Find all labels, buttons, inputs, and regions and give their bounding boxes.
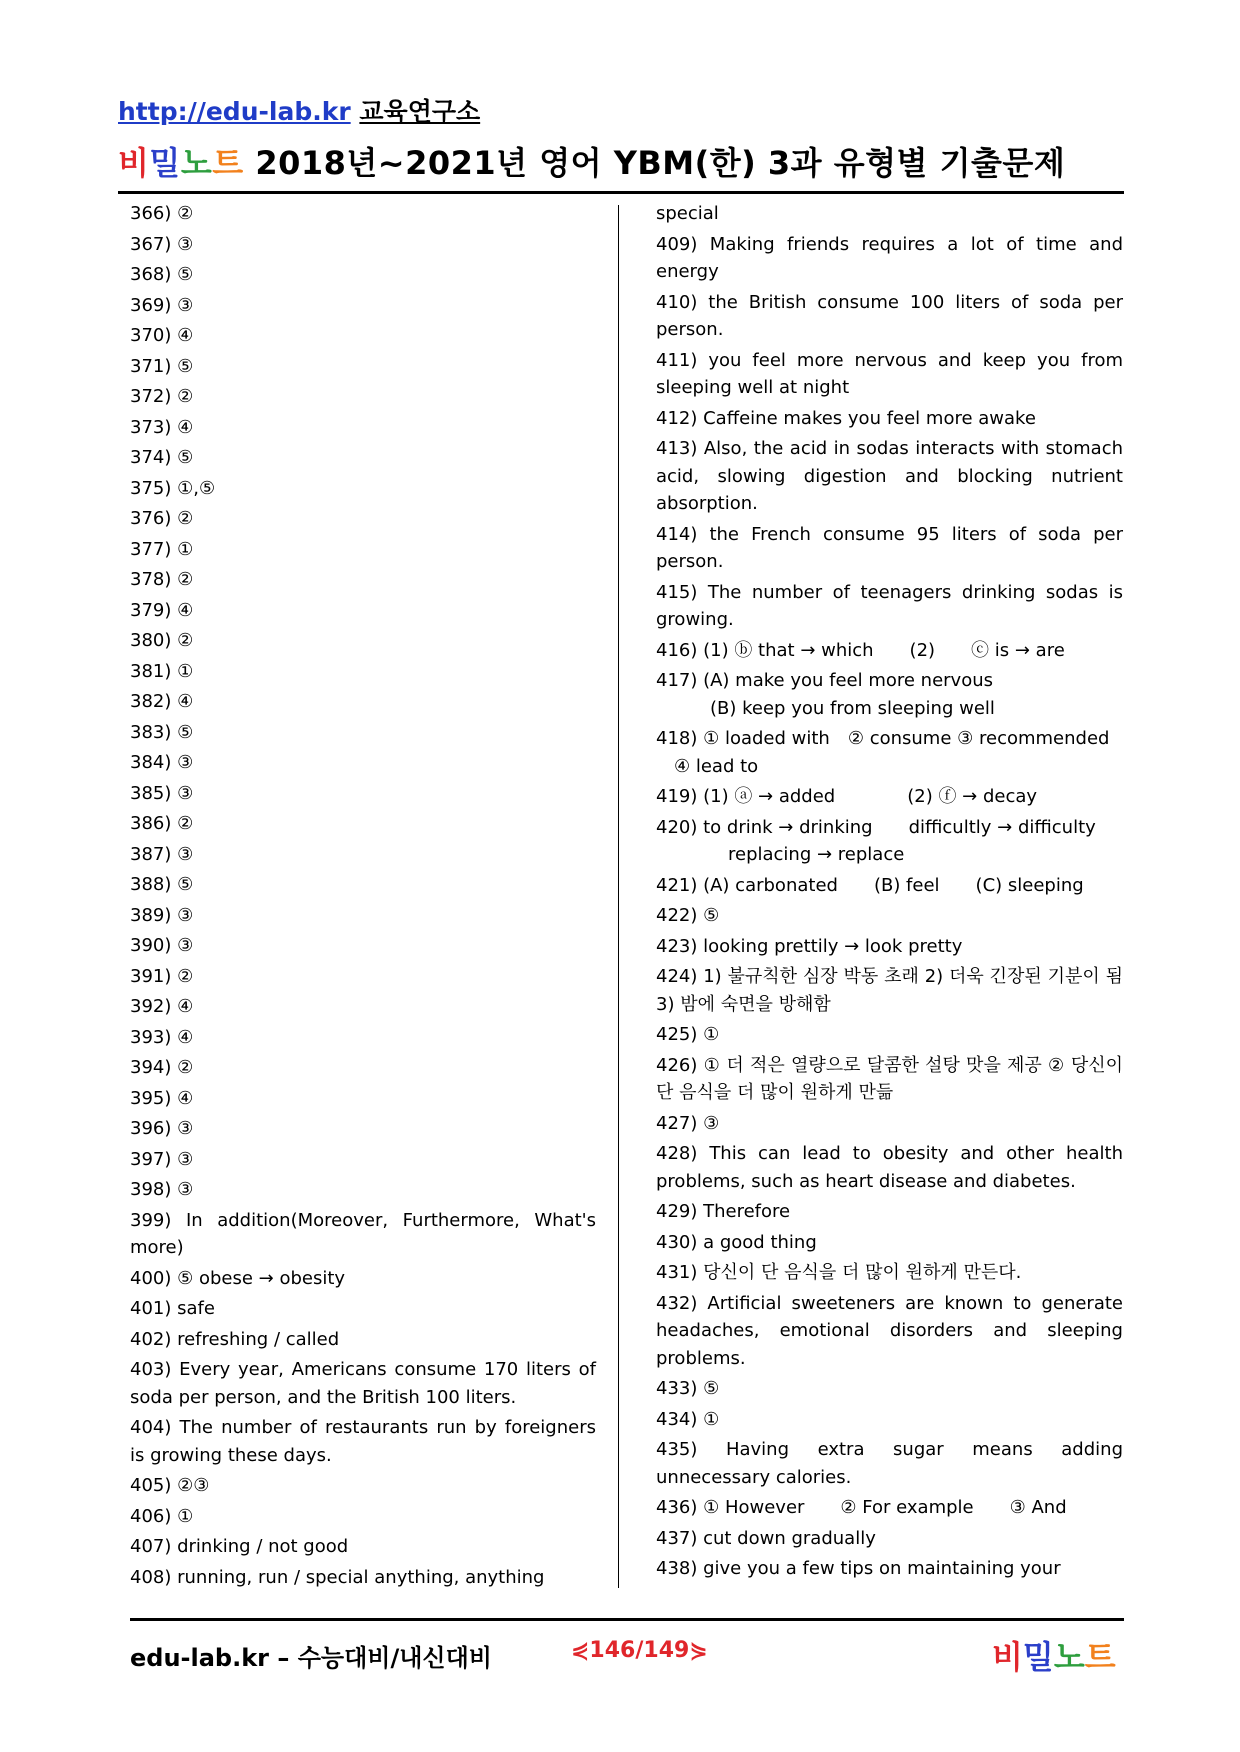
answer-item: 426) ① 더 적은 열량으로 달콤한 설탕 맛을 제공 ② 당신이 단 음식을 더 많이 원하게 만듦 [656,1054,1129,1103]
footer-brand-logo [992,1632,1116,1678]
answer-item: 368) ⑤ [130,264,194,285]
answer-item: 434) ① [656,1408,720,1430]
answer-item: 380) ② [130,630,194,651]
title-text: 2018년~2021년 영어 YBM(한) 3과 유형별 기출문제 [255,144,1066,182]
answer-item: 386) ② [130,813,194,834]
answer-item: 405) ②③ [130,1475,210,1496]
answer-item: 379) ④ [130,599,194,621]
answer-item: special [656,203,719,224]
page-number: ⋞146/149⋟ [571,1638,708,1663]
answer-item: 408) running, run / special anything, anything [130,1566,545,1588]
answer-item: 370) ④ [130,325,194,346]
answer-item: 400) ⑤ obese → obesity [130,1267,346,1289]
answer-item: 398) ③ [130,1179,194,1200]
answer-item: 373) ④ [130,416,194,438]
answer-item: 401) safe [130,1298,215,1319]
answer-item: 383) ⑤ [130,721,194,743]
answer-item: 417) (A) make you feel more nervous (B) keep you from sleeping well [656,670,995,719]
answer-item: 424) 1) 불규칙한 심장 박동 초래 2) 더욱 긴장된 기분이 됨 3) 밤에 숙면을 방해함 [656,966,1129,1015]
answer-item: 392) ④ [130,996,194,1017]
answer-item: 371) ⑤ [130,355,194,377]
header-divider [118,191,1124,194]
answer-item: 391) ② [130,965,194,987]
answer-item: 407) drinking / not good [130,1536,349,1557]
answer-item: 436) ① However ② For example ③ And [656,1497,1067,1518]
answer-column-right [656,200,1129,1583]
answer-item: 378) ② [130,569,194,590]
answer-item: 410) the British consume 100 liters of soda per person. [656,291,1129,340]
answer-item: 396) ③ [130,1118,194,1139]
answer-item: 429) Therefore [656,1201,791,1222]
answer-item: 387) ③ [130,843,194,865]
answer-item: 377) ① [130,538,194,560]
answer-item: 435) Having extra sugar means adding unnecessary calories. [656,1439,1129,1488]
site-header [118,92,480,128]
answer-item: 381) ① [130,660,194,682]
answer-item: 438) give you a few tips on maintaining your [656,1558,1061,1579]
answer-item: 409) Making friends requires a lot of time and energy [656,233,1129,282]
answer-item: 394) ② [130,1057,194,1078]
answer-item: 418) ① loaded with ② consume ③ recommended ④ lead to [656,728,1110,777]
answer-item: 419) (1) ⓐ → added (2) ⓕ → decay [656,786,1038,807]
brand-char: 밀 [1022,1638,1054,1676]
answer-item: 402) refreshing / called [130,1328,340,1350]
answer-item: 437) cut down gradually [656,1527,876,1549]
answer-item: 390) ③ [130,935,194,956]
answer-item: 427) ③ [656,1112,720,1134]
brand-char: 밀 [149,144,181,182]
answer-item: 420) to drink → drinking difficultly → difficulty replacing → replace [656,816,1096,865]
answer-item: 367) ③ [130,233,194,255]
answer-item: 399) In addition(Moreover, Furthermore, What's more) [130,1209,602,1258]
answer-item: 431) 당신이 단 음식을 더 많이 원하게 만든다. [656,1262,1022,1283]
answer-item: 403) Every year, Americans consume 170 liters of soda per person, and the British 100 liters. [130,1359,602,1408]
brand-char: 트 [1084,1638,1116,1676]
answer-item: 432) Artificial sweeteners are known to generate headaches, emotional disorders and sleeping problems. [656,1292,1129,1369]
site-url-link[interactable]: http://edu-lab.kr [118,97,351,126]
answer-item: 430) a good thing [656,1231,817,1253]
answer-item: 388) ⑤ [130,874,194,895]
answer-item: 382) ④ [130,691,194,712]
answer-item: 395) ④ [130,1087,194,1109]
answer-item: 421) (A) carbonated (B) feel (C) sleeping [656,874,1084,896]
answer-item: 425) ① [656,1024,720,1045]
answer-item: 376) ② [130,508,194,529]
answer-item: 412) Caffeine makes you feel more awake [656,407,1036,429]
answer-item: 384) ③ [130,752,194,773]
answer-item: 423) looking prettily → look pretty [656,935,963,957]
answer-item: 366) ② [130,203,194,224]
footer-site-text: edu-lab.kr – 수능대비/내신대비 [130,1644,492,1672]
answer-item: 411) you feel more nervous and keep you from sleeping well at night [656,349,1129,398]
brand-char: 노 [1053,1638,1085,1676]
answer-item: 413) Also, the acid in sodas interacts with stomach acid, slowing digestion and blocking nutrient absorption. [656,438,1129,514]
brand-char: 노 [180,144,213,182]
answer-column-left [130,200,602,1591]
answer-item: 428) This can lead to obesity and other health problems, such as heart disease and diabetes. [656,1143,1129,1192]
brand-char: 비 [992,1638,1023,1676]
page-title [118,138,1065,184]
answer-item: 375) ①,⑤ [130,477,216,499]
brand-logo [118,144,255,182]
answer-item: 369) ③ [130,294,194,316]
answer-item: 404) The number of restaurants run by foreigners is growing these days. [130,1417,602,1466]
answer-item: 385) ③ [130,782,194,804]
answer-item: 389) ③ [130,904,194,926]
answer-item: 406) ① [130,1505,194,1527]
brand-char: 트 [212,144,244,182]
answer-item: 414) the French consume 95 liters of soda per person. [656,523,1129,572]
answer-item: 397) ③ [130,1148,194,1170]
footer-divider [130,1618,1124,1621]
answer-item: 374) ⑤ [130,447,194,468]
column-divider [618,205,619,1588]
site-name: 교육연구소 [359,97,481,126]
answer-item: 422) ⑤ [656,905,720,926]
answer-item: 416) (1) ⓑ that → which (2) ⓒ is → are [656,639,1065,661]
answer-item: 393) ④ [130,1026,194,1048]
answer-item: 433) ⑤ [656,1378,720,1399]
answer-item: 372) ② [130,386,194,407]
answer-item: 415) The number of teenagers drinking sodas is growing. [656,581,1129,630]
brand-char: 비 [118,144,150,182]
